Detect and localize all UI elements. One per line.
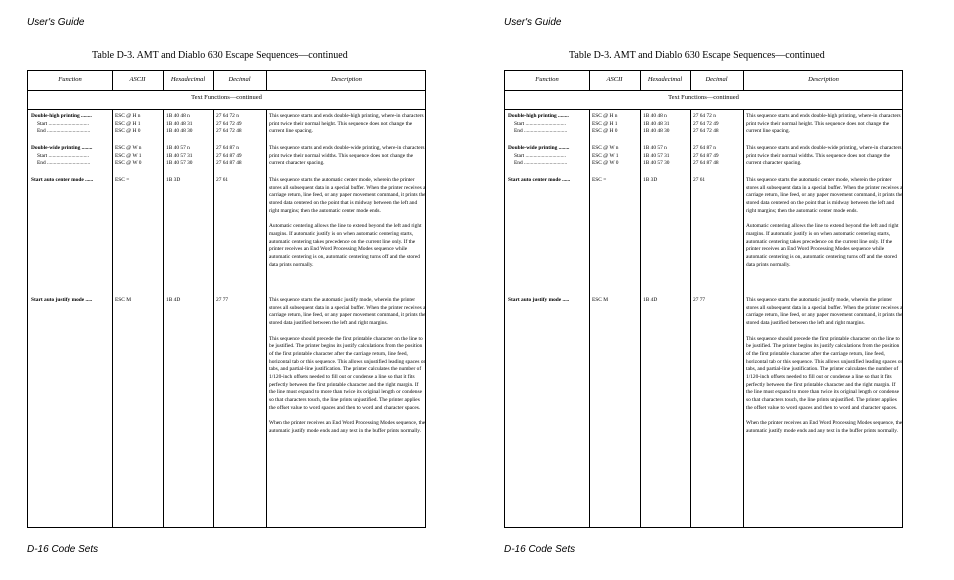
- hex-cell: [166, 145, 211, 168]
- column-divider: [690, 109, 691, 527]
- column-header-ascii: ASCII: [606, 76, 623, 83]
- description-paragraph: This sequence starts and ends double-high printing, where-in characters print twice their normal height. This sequence does not change the current line spacing.: [746, 113, 901, 135]
- description-cell: [269, 145, 426, 168]
- ascii-cell: [115, 145, 161, 168]
- hex-cell-line: 1B 40 48 30: [166, 128, 193, 135]
- decimal-cell-line: 27 77: [216, 297, 229, 303]
- column-divider: [589, 109, 590, 527]
- decimal-cell-line: 27 64 87 48: [216, 160, 242, 167]
- description-cell: [269, 113, 426, 136]
- column-divider: [266, 109, 267, 527]
- description-paragraph: This sequence starts and ends double-wide printing, where-in characters print twice their normal widths. This sequence does not change the current character spacing.: [746, 145, 902, 167]
- hex-cell: [643, 113, 688, 136]
- column-header-function: Function: [535, 76, 559, 83]
- hex-cell-line: 1B 40 48 n: [166, 113, 190, 119]
- function-cell-line: Start auto justify mode .....: [508, 297, 570, 303]
- description-paragraph: This sequence starts the automatic justify mode, wherein the printer stores all subsequent data in a special buffer. When the printer receives a carriage return, line feed, or any paper movement command, it prints the stored data justified between the left and right margins.: [746, 297, 903, 327]
- section-label: Text Functions—continued: [668, 94, 739, 101]
- hex-cell-line: 1B 40 57 n: [643, 145, 667, 151]
- description-cell: [269, 297, 426, 436]
- description-paragraph: This sequence starts the automatic center mode, wherein the printer stores all subsequent data in a special buffer. When the printer receives a carriage return, line feed, or any paper movement command, it prints the stored data centered on the point that is midway between the left and right margins; then the automatic center mode ends.: [269, 177, 426, 214]
- function-cell-line: Double-high printing ........: [31, 113, 92, 119]
- function-cell-line: Start auto justify mode .....: [31, 297, 93, 303]
- ascii-cell-line: ESC @ W n: [592, 145, 619, 151]
- column-header-decimal: Decimal: [228, 76, 251, 83]
- column-divider: [112, 71, 113, 90]
- description-paragraph: Automatic centering allows the line to extend beyond the left and right margins. If automatic justify is on when automatic centering starts, automatic centering takes precedence on the current line only. If the printer receives an End Word Processing Modes sequence while automatic centering is on, automatic centering turns off and the stored data prints normally.: [746, 223, 899, 268]
- running-footer: D-16 Code Sets: [27, 544, 99, 555]
- table-title: Table D-3. AMT and Diablo 630 Escape Sequences—continued: [569, 50, 825, 61]
- running-header: User's Guide: [27, 17, 85, 28]
- ascii-cell: [592, 297, 638, 305]
- ascii-cell-line: ESC @ H n: [592, 113, 618, 119]
- column-divider: [743, 71, 744, 90]
- column-divider: [640, 109, 641, 527]
- ascii-cell: [115, 177, 161, 185]
- ascii-cell-line: ESC @ W 0: [592, 160, 619, 167]
- function-cell-line: End ................................: [37, 160, 91, 167]
- ascii-cell: [592, 145, 638, 168]
- table-rule: [28, 90, 425, 91]
- hex-cell: [643, 177, 688, 185]
- decimal-cell-line: 27 77: [693, 297, 706, 303]
- description-paragraph: This sequence starts the automatic justify mode, wherein the printer stores all subsequent data in a special buffer. When the printer receives a carriage return, line feed, or any paper movement command, it prints the stored data justified between the left and right margins.: [269, 297, 426, 327]
- running-footer: D-16 Code Sets: [504, 544, 576, 555]
- function-cell: [508, 177, 587, 185]
- column-divider: [690, 71, 691, 90]
- ascii-cell-line: ESC @ H 1: [592, 120, 618, 127]
- hex-cell-line: 1B 4D: [166, 297, 181, 303]
- function-cell-line: Start ..............................: [514, 152, 566, 159]
- function-cell-line: End ................................: [514, 128, 568, 135]
- hex-cell-line: 1B 40 57 30: [643, 160, 670, 167]
- column-divider: [163, 71, 164, 90]
- hex-cell-line: 1B 3D: [643, 177, 658, 183]
- column-header-function: Function: [58, 76, 82, 83]
- table-title: Table D-3. AMT and Diablo 630 Escape Sequences—continued: [92, 50, 348, 61]
- ascii-cell: [115, 113, 161, 136]
- hex-cell-line: 1B 40 57 n: [166, 145, 190, 151]
- decimal-cell: [216, 297, 264, 305]
- column-header-hexadecimal: Hexadecimal: [647, 76, 683, 83]
- description-cell: [746, 113, 903, 136]
- decimal-cell: [216, 113, 264, 136]
- function-cell-line: Double-wide printing ........: [508, 145, 570, 151]
- description-paragraph: This sequence starts and ends double-high printing, where-in characters print twice their normal height. This sequence does not change the current line spacing.: [269, 113, 424, 135]
- hex-cell-line: 1B 40 48 n: [643, 113, 667, 119]
- description-cell: [746, 145, 903, 168]
- decimal-cell-line: 27 64 87 48: [693, 160, 719, 167]
- ascii-cell-line: ESC =: [115, 177, 130, 183]
- decimal-cell: [693, 145, 741, 168]
- ascii-cell: [592, 113, 638, 136]
- escape-sequence-table: [27, 70, 426, 528]
- decimal-cell-line: 27 61: [693, 177, 706, 183]
- description-cell: [269, 177, 426, 269]
- ascii-cell: [115, 297, 161, 305]
- ascii-cell: [592, 177, 638, 185]
- decimal-cell-line: 27 64 72 n: [216, 113, 239, 119]
- ascii-cell-line: ESC M: [592, 297, 609, 303]
- column-divider: [589, 71, 590, 90]
- decimal-cell-line: 27 64 87 n: [216, 145, 239, 151]
- decimal-cell-line: 27 64 72 48: [693, 128, 719, 135]
- decimal-cell-line: 27 64 87 n: [693, 145, 716, 151]
- ascii-cell-line: ESC @ H 1: [115, 120, 141, 127]
- decimal-cell-line: 27 64 72 49: [693, 120, 719, 127]
- column-divider: [266, 71, 267, 90]
- hex-cell-line: 1B 40 57 31: [643, 152, 670, 159]
- column-divider: [743, 109, 744, 527]
- hex-cell-line: 1B 40 48 30: [643, 128, 670, 135]
- page-right: [477, 0, 954, 580]
- column-divider: [213, 71, 214, 90]
- description-paragraph: This sequence starts the automatic center mode, wherein the printer stores all subsequent data in a special buffer. When the printer receives a carriage return, line feed, or any paper movement command, it prints the stored data centered on the point that is midway between the left and right margins; then the automatic center mode ends.: [746, 177, 903, 214]
- escape-sequence-table: [504, 70, 903, 528]
- ascii-cell-line: ESC M: [115, 297, 132, 303]
- function-cell-line: Double-wide printing ........: [31, 145, 93, 151]
- hex-cell: [166, 297, 211, 305]
- ascii-cell-line: ESC @ W 1: [592, 152, 619, 159]
- table-rule: [505, 90, 902, 91]
- description-paragraph: Automatic centering allows the line to extend beyond the left and right margins. If automatic justify is on when automatic centering starts, automatic centering takes precedence on the current line only. If the printer receives an End Word Processing Modes sequence while automatic centering is on, automatic centering turns off and the stored data prints normally.: [269, 223, 422, 268]
- column-divider: [213, 109, 214, 527]
- function-cell: [31, 297, 110, 305]
- decimal-cell: [216, 145, 264, 168]
- function-cell-line: Start ..............................: [37, 120, 89, 127]
- hex-cell: [643, 297, 688, 305]
- column-header-ascii: ASCII: [129, 76, 146, 83]
- description-paragraph: When the printer receives an End Word Processing Modes sequence, the automatic justify mode ends and any text in the buffer prints normally.: [269, 420, 426, 434]
- hex-cell: [166, 113, 211, 136]
- column-divider: [112, 109, 113, 527]
- decimal-cell-line: 27 64 72 49: [216, 120, 242, 127]
- description-cell: [746, 297, 903, 436]
- hex-cell-line: 1B 40 48 31: [643, 120, 670, 127]
- ascii-cell-line: ESC @ W 1: [115, 152, 142, 159]
- column-header-decimal: Decimal: [705, 76, 728, 83]
- decimal-cell: [693, 297, 741, 305]
- hex-cell-line: 1B 4D: [643, 297, 658, 303]
- description-paragraph: This sequence should precede the first printable character on the line to be justified. The printer begins its justify calculations from the position of the first printable character after the carriage return, line feed, horizontal tab or this sequence. This allows unjustified leading spaces or tabs, and partial-line justification. The printer calculates the number of 1/120-inch offsets needed to fill out or condense a line so that it fits perfectly between the first printable character and the right margin. If the line must expand to more than twice its original length or condense so that characters touch, the line prints unjustified. The printer applies the offset value to word spaces and then to word and character spaces.: [269, 335, 426, 411]
- column-header-hexadecimal: Hexadecimal: [170, 76, 206, 83]
- description-paragraph: When the printer receives an End Word Processing Modes sequence, the automatic justify mode ends and any text in the buffer prints normally.: [746, 420, 903, 434]
- function-cell-line: Start ..............................: [37, 152, 89, 159]
- table-rule: [505, 109, 902, 110]
- ascii-cell-line: ESC @ W n: [115, 145, 142, 151]
- decimal-cell-line: 27 64 87 49: [693, 152, 719, 159]
- description-cell: [746, 177, 903, 269]
- decimal-cell-line: 27 61: [216, 177, 229, 183]
- ascii-cell-line: ESC @ H 0: [592, 128, 618, 135]
- column-divider: [640, 71, 641, 90]
- function-cell-line: End ................................: [37, 128, 91, 135]
- function-cell-line: Start auto center mode ......: [31, 177, 94, 183]
- decimal-cell: [693, 113, 741, 136]
- hex-cell-line: 1B 40 48 31: [166, 120, 193, 127]
- decimal-cell-line: 27 64 72 n: [693, 113, 716, 119]
- column-header-description: Description: [331, 76, 362, 83]
- table-rule: [28, 109, 425, 110]
- function-cell: [508, 297, 587, 305]
- decimal-cell-line: 27 64 72 48: [216, 128, 242, 135]
- decimal-cell-line: 27 64 87 49: [216, 152, 242, 159]
- decimal-cell: [216, 177, 264, 185]
- function-cell-line: Start ..............................: [514, 120, 566, 127]
- description-paragraph: This sequence should precede the first printable character on the line to be justified. The printer begins its justify calculations from the position of the first printable character after the carriage return, line feed, horizontal tab or this sequence. This allows unjustified leading spaces or tabs, and partial-line justification. The printer calculates the number of 1/120-inch offsets needed to fill out or condense a line so that it fits perfectly between the first printable character and the right margin. If the line must expand to more than twice its original length or condense so that characters touch, the line prints unjustified. The printer applies the offset value to word spaces and then to word and character spaces.: [746, 335, 903, 411]
- decimal-cell: [693, 177, 741, 185]
- running-header: User's Guide: [504, 17, 562, 28]
- function-cell: [508, 113, 587, 136]
- function-cell-line: Double-high printing ........: [508, 113, 569, 119]
- function-cell: [31, 177, 110, 185]
- ascii-cell-line: ESC @ H 0: [115, 128, 141, 135]
- hex-cell-line: 1B 3D: [166, 177, 181, 183]
- hex-cell-line: 1B 40 57 31: [166, 152, 193, 159]
- function-cell-line: Start auto center mode ......: [508, 177, 571, 183]
- hex-cell: [643, 145, 688, 168]
- ascii-cell-line: ESC @ W 0: [115, 160, 142, 167]
- description-paragraph: This sequence starts and ends double-wide printing, where-in characters print twice their normal widths. This sequence does not change the current character spacing.: [269, 145, 425, 167]
- function-cell-line: End ................................: [514, 160, 568, 167]
- ascii-cell-line: ESC @ H n: [115, 113, 141, 119]
- hex-cell: [166, 177, 211, 185]
- section-label: Text Functions—continued: [191, 94, 262, 101]
- ascii-cell-line: ESC =: [592, 177, 607, 183]
- function-cell: [31, 113, 110, 136]
- column-divider: [163, 109, 164, 527]
- function-cell: [31, 145, 110, 168]
- column-header-description: Description: [808, 76, 839, 83]
- hex-cell-line: 1B 40 57 30: [166, 160, 193, 167]
- function-cell: [508, 145, 587, 168]
